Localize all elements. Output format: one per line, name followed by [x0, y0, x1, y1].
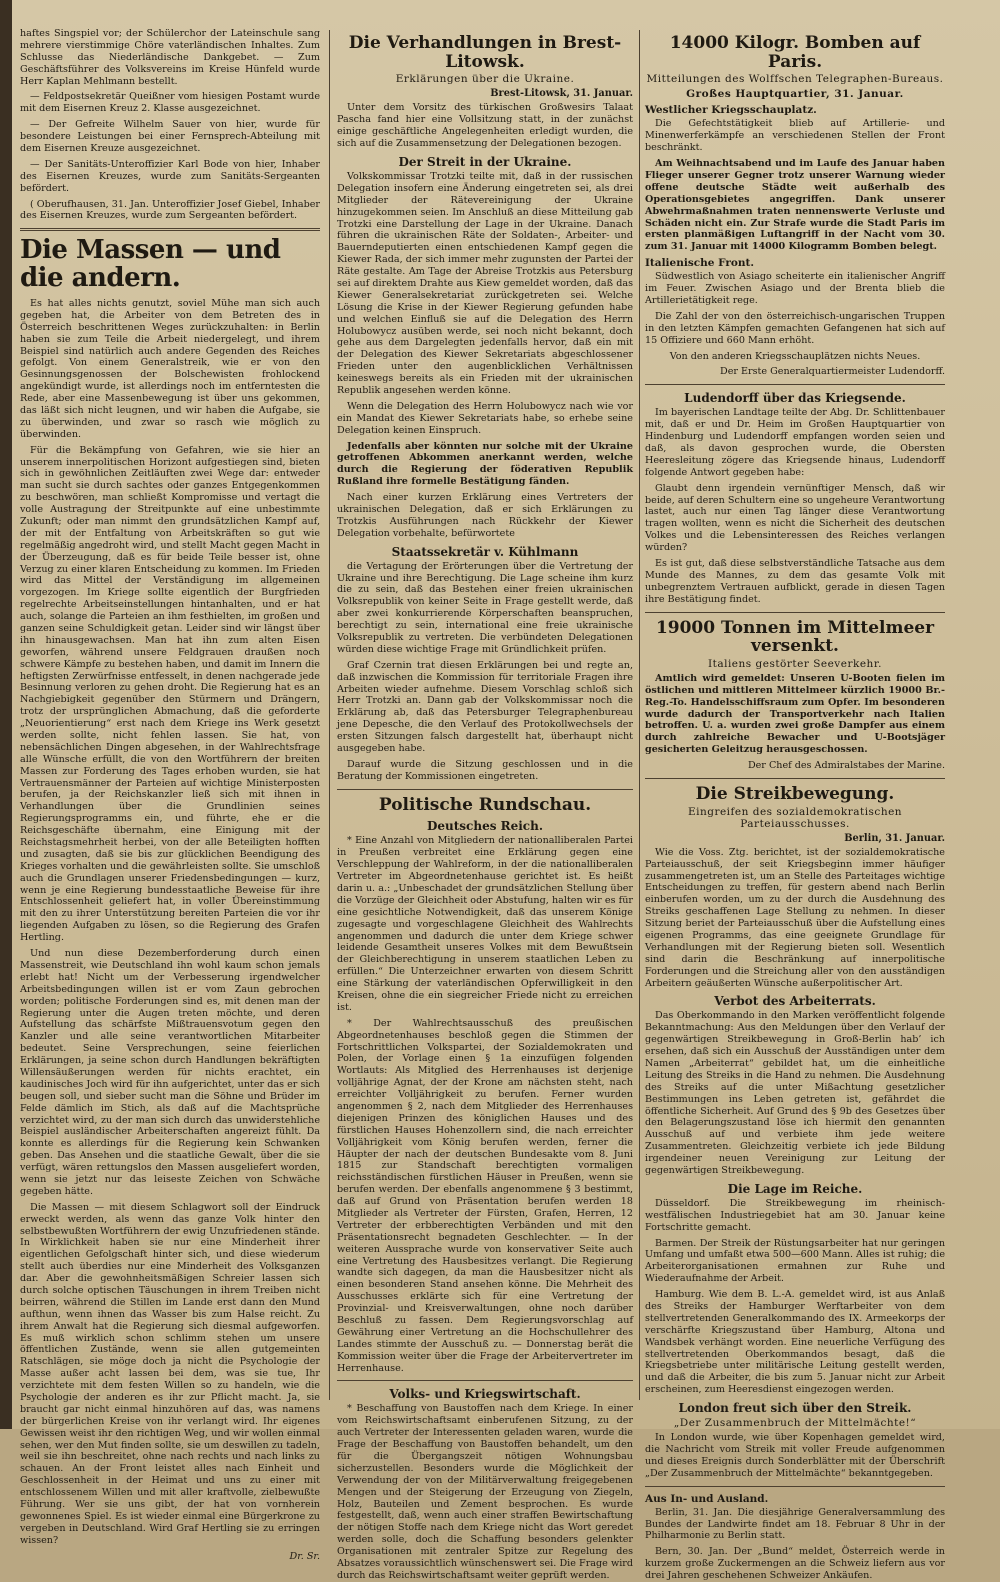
article-subheadline: Mitteilungen des Wolffschen Telegraphen-Bureaus.	[646, 73, 944, 86]
article-signature: Der Chef des Admiralstabes der Marine.	[747, 760, 945, 772]
article-paragraph: Das Oberkommando in den Marken veröffentlicht folgende Bekanntmachung: Aus den Meldungen über den Verlauf der gegenwärtigen Streikbewegung in Groß-Berlin hab’ ich ersehen, daß sich ein Ausschuß der Ausständigen unter dem Namen „Arbeiterrat“ gebildet hat, um die einheitliche Leitung des Streiks in die Hand zu nehmen. Die Ausdehnung des Streiks auf die unter Mißachtung gesetzlicher Bestimmungen ins Leben getreten ist, gefährdet die öffentliche Sicherheit. Auf Grund des § 9b des Gesetzes über den Belagerungszustand löse ich hiermit den genannten Ausschuß auf und verbiete ihm jede weitere Zusammentreten. Gleichzeitig verbiete ich jede Bildung irgendeiner neuen Vereinigung zur Leitung der gegenwärtigen Streikbewegung.	[645, 1010, 945, 1176]
article-paragraph: Wenn die Delegation des Herrn Holubowycz nach wie vor ein Mandat des Kiewer Sekretariats habe, so erhebe seine Delegation keinen Einspruch.	[337, 400, 633, 436]
article-headline: 14000 Kilogr. Bomben auf Paris.	[669, 33, 921, 72]
article-paragraph: Darauf wurde die Sitzung geschlossen und in die Beratung der Kommissionen eingetreten.	[337, 758, 633, 782]
column-left	[20, 28, 320, 1562]
section-heading: Der Streit in der Ukraine.	[398, 154, 572, 169]
article-paragraph: Von den anderen Kriegsschauplätzen nichts Neues.	[669, 350, 921, 362]
section-subheading: „Der Zusammenbruch der Mittelmächte!“	[673, 1417, 917, 1430]
section-divider	[645, 1486, 945, 1487]
article-paragraph: Die Zahl der von den österreichisch-ungarischen Truppen in den letzten Kämpfen gemachten Gefangenen hat sich auf 15 Offiziere und 660 Mann erhöht.	[645, 310, 945, 346]
column-rule	[639, 30, 640, 1400]
article-paragraph: Barmen. Der Streik der Rüstungsarbeiter hat nur geringen Umfang und umfaßt etwa 500—600 Mann. Alles ist ruhig; die Arbeiterorganisationen ermahnen zur Ruhe und Wiederaufnahme der Arbeit.	[645, 1237, 945, 1285]
section-heading: Aus In- und Ausland.	[645, 1492, 769, 1505]
article-paragraph: Die Massen — mit diesem Schlagwort soll der Eindruck erweckt werden, als wenn das ganze Volk hinter den selbstbewußten Wortführern der ewig Unzufriedenen stände. In Wirklichkeit haben sie nur eine Minderheit ihrer eigentlichen Gefolgschaft hinter sich, und diese wiederum stellt auch überdies nur eine Minderheit des Volksganzen dar. Aber die gewohnheitsmäßigen Schreier lassen sich durch solche optischen Täuschungen in ihrem Treiben nicht beirren, während die Stillen im Lande erst dann den Mund aufthun, wenn ihnen das Wasser bis zum Halse reicht. Zu ihrem Anwalt hat die Regierung sich diesmal aufgeworfen. Es muß wirklich schon schlimm stehen um unsere öffentlichen Zustände, wenn sie allen gutgemeinten Ratschlägen, sie möge doch ja nicht die Psychologie der Masse außer acht lassen bei dem, was sie tue, Ihr verzichtete mit dem festen Willen so zu handeln, wie die Psychologie der anderen es ihr zur Pflicht macht. Ja, sie braucht gar nicht einmal hinzuhören auf das, was namens der bürgerlichen Kreise von ihr verlangt wird. Ihr eigenes Gewissen weist ihr den richtigen Weg, und wir wollen einmal sehen, wer den Mut finden sollte, sie um deswillen zu tadeln, weil sie ihn beschreitet, ohne nach rechts und nach links zu schauen. An der Front leistet alles nach Einheit und Geschlossenheit in der Heimat und uns zu einer mit entschlossenem Willen und mit aller kraftvolle, zielbewußte Führung. Wer sie uns gibt, der hat von vornherein gewonnenes Spiel. Es ist wieder einmal eine Bürgerkrone zu vergeben in Deutschland. Wird Graf Hertling sie zu erringen wissen?	[20, 1201, 320, 1546]
local-news-paragraph: — Der Gefreite Wilhelm Sauer von hier, wurde für besondere Leistungen bei einer Fernsprech-Abteilung mit dem Eisernen Kreuze ausgezeichnet.	[20, 119, 320, 155]
column-right	[645, 28, 945, 1582]
article-paragraph: Düsseldorf. Die Streikbewegung im rheinisch-westfälischen Industriegebiet hat am 30. Januar keine Fortschritte gemacht.	[645, 1197, 945, 1233]
article-subheadline: Eingreifen des sozialdemokratischen Parteiausschusses.	[687, 805, 903, 830]
article-paragraph: Für die Bekämpfung von Gefahren, wie sie hier an unserem innerpolitischen Horizont aufgestiegen sind, bieten sich in gewöhnlichen Zeitläuften zwei Wege dar: entweder man sucht sie durch sachtes oder ganzes Entgegenkommen zu beschwören, man schließt Kompromisse und vertagt die volle Austragung der Streitpunkte auf eine unbestimmte Zukunft; oder man nimmt den grundsätzlichen Kampf auf, der mit der Entfaltung von Arbeitskräften so gut wie regelmäßig angedroht wird, und stellt Macht gegen Macht in der Überzeugung, daß es für beide Teile besser ist, ohne Verzug zu einer klaren Entscheidung zu kommen. Im Frieden wird das Mittel der Verständigung im allgemeinen vorgezogen. Im Kriege sollte eigentlich der Burgfrieden regelrechte Arbeitseinstellungen hintanhalten, und er hat auch, solange die Parteien an ihm festhielten, im großen und ganzen seine Schuldigkeit getan. Leider sind wir längst über ihn hinausgewachsen. Man hat ihn zum alten Eisen geworfen, während unsere Feldgrauen draußen noch schwere Kämpfe zu bestehen haben, und damit im Innern die heftigsten Zerwürfnisse entfesselt, in denen nachgerade jede Besinnung verloren zu gehen droht. Die Regierung hat es an Nachgiebigkeit gegenüber den Stürmern und Drängern, trotz der ursprünglichen Abmachung, daß die geforderte „Neuorientierung“ erst nach dem Kriege ins Werk gesetzt werden sollte, nicht fehlen lassen. Sie hat, von nebensächlichen Dingen abgesehen, in der Wahlrechtsfrage alle Wünsche erfüllt, die von den Wortführern der breiten Massen zur Forderung des Tages erhoben wurden, sie hat Vertrauensmänner der Parteien auf wichtige Ministerposten berufen, ja der Reichskanzler ließ sich mit ihnen in Verhandlungen über die Grundlinien seines Regierungsprogramms ein, und führte, ehe er die Reichsgeschäfte übernahm, eine Einigung mit der Reichstagsmehrheit herbei, von der alle Beteiligten hofften und zusagten, daß sie bis zur glücklichen Beendigung des Krieges vorhalten und die gewährleisten sollte. Sie umschloß auch die Grundlagen unserer Friedensbedingungen — kurz, wenn je eine Regierung bundesstaatliche Beweise für ihre Entschlossenheit geliefert hat, in voller Übereinstimmung mit den zu ihrer Unterstützung bereiten Parteien die vor ihr liegenden Aufgaben zu lösen, so die Regierung des Grafen Hertling.	[20, 444, 320, 944]
article-paragraph: * Eine Anzahl von Mitgliedern der nationalliberalen Partei in Preußen verbreitet eine Erklärung gegen eine Verschleppung der Wahlreform, in der die nationalliberalen Vertreter im Abgeordnetenhause gerichtet ist. Es heißt darin u. a.: „Unbeschadet der grundsätzlichen Stellung über die Vorzüge der Gleichheit oder Abstufung, halten wir es für eine gesichtliche Notwendigkeit, daß das unserem Könige zugesagte und vorgeschlagene Gleichheit des Wahlrechts angenommen und dadurch die unter dem Kriege schwer leidende Gesamtheit unseres Volkes mit dem Bewußtsein der Gleichberechtigung in unserem staatlichen Leben zu erfüllen.“ Die Unterzeichner erwarten von diesem Schritt eine Stärkung der vaterländischen Opferwilligkeit in den Kreisen, ohne die ein siegreicher Friede nicht zu erreichen ist.	[337, 835, 633, 1013]
local-news-paragraph: ( Oberufhausen, 31. Jan. Unteroffizier Josef Giebel, Inhaber des Eisernen Kreuzes, wurde zum Sergeanten befördert.	[20, 198, 320, 222]
article-paragraph: Volkskommissar Trotzki teilte mit, daß in der russischen Delegation insofern eine Änderung eingetreten sei, als drei Mitglieder der Rätevereinigung der Ukraine hinzugekommen seien. Im Anschluß an diese Mitteilung gab Trotzki eine Darstellung der Lage in der Ukraine. Danach führen die ukrainischen Räte der Soldaten-, Arbeiter- und Bauerndeputierten einen entschiedenen Kampf gegen die Kiewer Rada, der sich immer mehr zugunsten der Partei der Räte gestalte. Am Tage der Abreise Trotzkis aus Petersburg sei auf direktem Drahte aus Kiew gemeldet worden, daß das Kiewer Generalsekretariat zurückgetreten sei. Welche Lösung die Krise in der Kiewer Regierung gefunden habe und welchen Einfluß sie auf die Delegation des Herrn Holubowycz ausüben werde, sei noch nicht bekannt, doch gehe aus dem Dargelegten jedenfalls hervor, daß ein mit der Delegation des Kiewer Sekretariats abgeschlossener Frieden unter den augenblicklichen Verhältnissen keineswegs bereits als ein Frieden mit der ukrainischen Republik angesehen werden könne.	[337, 170, 633, 396]
article-paragraph: Glaubt denn irgendein vernünftiger Mensch, daß wir beide, auf deren Schultern eine so ungeheure Verantwortung lastet, auch nur einen Tag länger diese Verantwortung tragen wollten, wenn es nicht die Sicherheit des deutschen Volkes und die Lebensinteressen des Reiches verlangen würden?	[645, 482, 945, 554]
dateline: Berlin, 31. Januar.	[844, 832, 945, 844]
section-heading: Italienische Front.	[645, 257, 755, 270]
article-headline: 19000 Tonnen im Mittelmeer versenkt.	[655, 617, 935, 657]
article-paragraph: Und nun diese Dezemberforderung durch einen Massenstreit, wie Deutschland ihn wohl kaum schon jemals erlebt hat! Nicht um der Verbesserung irgendwelcher Arbeitsbedingungen willen ist er vom Zaun gebrochen worden; politische Forderungen sind es, mit denen man der Regierung unter die Augen treten möchte, und deren Aufstellung das schärfste Mißtrauensvotum gegen den Kanzler und alle seine verantwortlichen Mitarbeiter bedeutet. Seine Versprechungen, seine feierlichen Erklärungen, ja seine schon durch Handlungen bekräftigten Willensäußerungen werden für nichts erachtet, ein kaudinisches Joch wird für ihn aufgerichtet, unter das er sich beugen soll, und sieber sucht man die Söhne und Brüder im Felde dämlich im Stich, als daß auf die Machtsprüche verzichtet wird, zu der man sich durch das unwiderstehliche Beispiel ausländischer Arbeiterschaften angereizt fühlt. Da konnte es allerdings für die Regierung kein Schwanken geben. Das Ansehen und die staatliche Gewalt, über die sie verfügt, wären rettungslos den Massen ausgeliefert worden, wenn sie jetzt nur das leiseste Zeichen von Schwäche gegeben hätte.	[20, 948, 320, 1197]
section-divider	[337, 789, 633, 790]
article-paragraph: Amtlich wird gemeldet: Unseren U-Booten fielen im östlichen und mittleren Mittelmeer kürzlich 19000 Br.-Reg.-To. Handelsschiffsraum zum Opfer. Im besonderen wurde dadurch der Transportverkehr nach Italien betroffen. U. a. wurden zwei große Dampfer aus einem durch zahlreiche Bewacher und U-Bootsjäger gesicherten Geleitzug herausgeschossen.	[645, 672, 945, 756]
article-paragraph: Südwestlich von Asiago scheiterte ein italienischer Angriff im Feuer. Zwischen Asiago und der Brenta blieb die Artillerietätigkeit rege.	[645, 271, 945, 306]
article-paragraph: Es hat alles nichts genutzt, soviel Mühe man sich auch gegeben hat, die Arbeiter von dem Betreten des in Österreich beschrittenen Weges zurückzuhalten: in Berlin haben sie zum Teile die Arbeit niedergelegt, und ihrem Beispiel sind natürlich auch andere Gegenden des Reiches gefolgt. Von einem Generalstreik, wie er von den Gesinnungsgenossen der Bolschewisten frohlockend angekündigt wurde, ist allerdings noch im entferntesten die Rede, aber eine Massenbewegung ist über uns gekommen, das läßt sich nicht leugnen, und wir haben die Aufgabe, sie zu überwinden, und zwar so rasch wie möglich zu überwinden.	[20, 297, 320, 440]
article-headline: Politische Rundschau.	[378, 794, 592, 815]
section-heading: Ludendorff über das Kriegsende.	[684, 391, 906, 406]
section-divider	[337, 1380, 633, 1381]
article-paragraph: die Vertagung der Erörterungen über die Vertretung der Ukraine und ihre Berechtigung. Die Lage scheine ihm kurz die zu sein, daß das Bestehen einer freien ukrainischen Volksrepublik von keiner Seite in Frage gestellt werde, daß aber zwei konkurrierende Körperschaften beanspruchen, berechtigt zu sein, international eine freie ukrainische Volksrepublik zu vertreten. Die verbündeten Delegationen würden diese wichtige Frage mit Gründlichkeit prüfen.	[337, 560, 633, 655]
article-paragraph: Graf Czernin trat diesen Erklärungen bei und regte an, daß inzwischen die Kommission für territoriale Fragen ihre Arbeiten wieder aufnehme. Diesem Vorschlag schloß sich Herr Trotzki an. Dann gab der Volkskommissar noch die Erklärung ab, daß das Petersburger Telegraphenbureau jene Depesche, die den Verlauf des Protokollwechsels der ersten Sitzungen falsch dargestellt hat, überhaupt nicht ausgegeben habe.	[337, 659, 633, 755]
article-paragraph: Nach einer kurzen Erklärung eines Vertreters der ukrainischen Delegation, daß er sich Erklärungen zu Trotzkis Ausführungen nach Rückkehr der Kiewer Delegation vorbehalte, befürwortete	[337, 492, 633, 539]
article-headline: Die Verhandlungen in Brest-Litowsk.	[348, 33, 622, 72]
article-paragraph: Berlin, 31. Jan. Die diesjährige Generalversammlung des Bundes der Landwirte findet am 18. Februar 8 Uhr in der Philharmonie zu Berlin statt.	[645, 1506, 945, 1542]
article-paragraph: Unter dem Vorsitz des türkischen Großwesirs Talaat Pascha fand hier eine Vollsitzung statt, in der zunächst einige geschäftliche Angelegenheiten erledigt wurden, die sich auf die Zusammensetzung der Delegationen bezogen.	[337, 102, 633, 150]
section-divider	[645, 384, 945, 385]
local-news-paragraph: — Feldpostsekretär Queißner vom hiesigen Postamt wurde mit dem Eisernen Kreuz 2. Klasse ausgezeichnet.	[20, 91, 320, 115]
section-divider	[20, 228, 320, 231]
article-headline: Die Streikbewegung.	[695, 784, 895, 805]
article-signature: Der Erste Generalquartiermeister Ludendorff.	[720, 366, 945, 378]
article-paragraph: Jedenfalls aber könnten nur solche mit der Ukraine getroffenen Abkommen anerkannt werden, welche durch die Regierung der föderativen Republik Rußland ihre formelle Bestätigung fänden.	[337, 440, 633, 488]
article-paragraph: Wie die Voss. Ztg. berichtet, ist der sozialdemokratische Parteiausschuß, der seit Kriegsbeginn immer häufiger zusammengetreten ist, um an Stelle des Parteitages wichtige Entscheidungen zu treffen, für gestern abend nach Berlin einberufen worden, um zu der durch die Ausdehnung des Streiks geschaffenen Lage Stellung zu nehmen. In dieser Sitzung beriet der Parteiausschuß über die Aufstellung eines eigenen Programms, das eine geeignete Grundlage für Verhandlungen mit der Regierung bieten soll. Wesentlich sind darin die Beschränkung auf innerpolitische Forderungen und die Streichung aller von den ausständigen Arbeitern geäußerten Wünsche außerpolitischer Art.	[645, 846, 945, 989]
article-paragraph: Bern, 30. Jan. Der „Bund“ meldet, Österreich werde in kurzem große Zuckermengen an die Schweiz liefern aus vor drei Jahren geschehenen Schweizer Ankäufen.	[645, 1546, 945, 1582]
article-headline: Die Massen — und die andern.	[20, 235, 281, 293]
page-binding-edge	[0, 0, 12, 1429]
column-middle	[337, 28, 633, 1581]
dateline: Brest-Litowsk, 31. Januar.	[490, 88, 633, 100]
article-paragraph: Es ist gut, daß diese selbstverständliche Tatsache aus dem Munde des Mannes, zu dem das gesamte Volk mit unbegrenztem Vertrauen aufblickt, gerade in diesen Tagen ihre Bestätigung findet.	[645, 557, 945, 605]
article-subheadline: Italiens gestörter Seeverkehr.	[707, 657, 883, 670]
section-heading: London freut sich über den Streik.	[678, 1401, 912, 1416]
section-heading: Deutsches Reich.	[426, 819, 544, 834]
article-paragraph: * Beschaffung von Baustoffen nach dem Kriege. In einer vom Reichswirtschaftsamt einberufenen Sitzung, zu der auch Vertreter der Interessenten geladen waren, wurde die Frage der Beschaffung von Baustoffen behandelt, um den für die Übergangszeit nötigen Wohnungsbau sicherzustellen. Besonders wurde die Möglichkeit der Verwendung der von der Militärverwaltung freigegebenen Mengen und der Steigerung der Erzeugung von Ziegeln, Holz, Bauteilen und Zement besprochen. Es wurde festgestellt, daß, wenn auch einer straffen Bewirtschaftung der nötigen Stoffe nach dem Kriege nicht das Wort geredet werden solle, doch die Schaffung besonders gelenkter Organisationen mit zentraler Spitze zur Regelung des Absatzes voraussichtlich wünschenswert sei. Die Frage wird durch das Reichswirtschaftsamt weiter geprüft werden.	[337, 1403, 633, 1581]
section-heading: Verbot des Arbeiterrats.	[714, 994, 876, 1009]
section-divider	[645, 778, 945, 779]
section-heading: Westlicher Kriegsschauplatz.	[645, 104, 817, 117]
article-paragraph: In London wurde, wie über Kopenhagen gemeldet wird, die Nachricht vom Streik mit voller Freude aufgenommen und dieses Ereignis durch Sonderblätter mit der Überschrift „Der Zusammenbruch der Mittelmächte“ bekanntgegeben.	[645, 1432, 945, 1479]
column-rule	[329, 30, 330, 1400]
article-paragraph: Die Gefechtstätigkeit blieb auf Artillerie- und Minenwerferkämpfe an verschiedenen Stellen der Front beschränkt.	[645, 118, 945, 154]
dateline: Großes Hauptquartier, 31. Januar.	[686, 88, 904, 101]
local-news-paragraph: haftes Singspiel vor; der Schülerchor der Lateinschule sang mehrere vierstimmige Chöre vaterländischen Inhaltes. Zum Schlusse das Niederländische Dankgebet. — Zum Geschäftsführer des Volksvereins im Kreise Hünfeld wurde Herr Kaplan Mehlmann bestellt.	[20, 28, 320, 87]
article-paragraph: * Der Wahlrechtsausschuß des preußischen Abgeordnetenhauses beschloß gegen die Stimmen der Fortschrittlichen Volkspartei, der Sozialdemokraten und Polen, der Vorlage einen § 1a einzufügen folgenden Wortlauts: Als Mitglied des Herrenhauses ist derjenige volljährige Agnat, der der Krone am nächsten steht, nach erreichter Volljährigkeit zu berufen. Ferner wurden angenommen § 2, nach dem Mitglieder des Herrenhauses diejenigen Prinzen des königlichen Hauses und des fürstlichen Hauses Hohenzollern sind, die nach erreichter Volljährigkeit vom König berufen werden, ferner die Häupter der nach der deutschen Bundesakte vom 8. Juni 1815 zur Standschaft berechtigten vormaligen reichsständischen fürstlichen Häuser in Preußen, wenn sie berufen werden. Der ebenfalls angenommene § 3 bestimmt, daß auf Grund von Präsentation berufen werden 18 Mitglieder als Vertreter der Fürsten, Grafen, Herren, 12 Vertreter der erbberechtigten Verbänden und mit den Präsentationsrecht begnadeten Geschlechter. — In der weiteren Aussprache wurde von konservativer Seite auch eine Vertretung des Hausbesitzes verlangt. Die Regierung wandte sich dagegen, da man die Hausbesitzer nicht als einen besonderen Stand ansehen könne. Die Mehrheit des Ausschusses erklärte sich für eine Vertretung der Provinzial- und Kreisverwaltungen, ohne noch darüber Beschluß zu fassen. Dem Regierungsvorschlag auf Gewährung einer Vertretung an die Hochschullehrer des Landes stimmte der Ausschuß zu. — Donnerstag berät die Kommission weiter über die Frage der Arbeitervertreter im Herrenhause.	[337, 1017, 633, 1374]
article-paragraph: Hamburg. Wie dem B. L.-A. gemeldet wird, ist aus Anlaß des Streiks der Hamburger Werftarbeiter von dem stellvertretenden Generalkommando des IX. Armeekorps der verschärfte Kriegszustand über Hamburg, Altona und Wandsbek verhängt worden. Eine neuerliche Verfügung des stellvertretenden Oberkommandos besagt, daß die Kriegsbetriebe unter militärische Leitung gestellt werden, und daß die Arbeiter, die bis zum 5. Januar nicht zur Arbeit erscheinen, zum Heeresdienst eingezogen werden.	[645, 1289, 945, 1396]
article-paragraph: Im bayerischen Landtage teilte der Abg. Dr. Schlittenbauer mit, daß er und Dr. Heim im Großen Hauptquartier von Hindenburg und Ludendorff empfangen worden seien und daß, als davon gesprochen wurde, die Obersten Heeresleitung zögere das Kriegsende hinaus, Ludendorff folgende Antwort gegeben habe:	[645, 407, 945, 478]
article-subheadline: Erklärungen über die Ukraine.	[395, 73, 575, 86]
section-heading: Die Lage im Reiche.	[727, 1181, 863, 1196]
section-heading: Staatssekretär v. Kühlmann	[391, 544, 579, 559]
article-signature: Dr. Sr.	[289, 1550, 320, 1562]
local-news-paragraph: — Der Sanitäts-Unteroffizier Karl Bode von hier, Inhaber des Eisernen Kreuzes, wurde zum Sanitäts-Sergeanten befördert.	[20, 158, 320, 194]
article-headline: Volks- und Kriegswirtschaft.	[389, 1387, 581, 1402]
article-paragraph: Am Weihnachtsabend und im Laufe des Januar haben Flieger unserer Gegner trotz unserer Warnung wieder offene deutsche Städte weit außerhalb des Operationsgebietes angegriffen. Dank unserer Abwehrmaßnahmen traten nennenswerte Verluste und Schäden nicht ein. Zur Strafe wurde die Stadt Paris im ersten planmäßigen Luftangriff in der Nacht vom 30. zum 31. Januar mit 14000 Kilogramm Bomben belegt.	[645, 158, 945, 253]
section-divider	[645, 612, 945, 613]
